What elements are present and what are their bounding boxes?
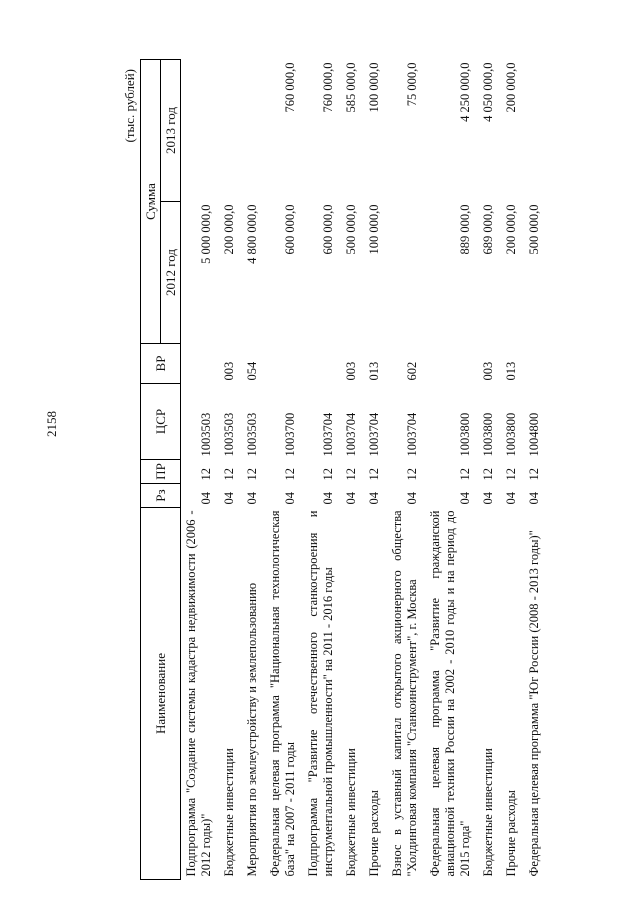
row-csr: 1003704 — [405, 412, 419, 457]
row-name: Федеральная целевая программа "Юг России (2008 - 2013 годы)" — [527, 530, 541, 877]
row-vr — [265, 344, 303, 384]
row-name: Прочие расходы — [367, 790, 381, 877]
row-pr: 12 — [458, 468, 472, 481]
budget-table — [140, 59, 547, 880]
row-2012: 4 800 000,0 — [245, 204, 259, 264]
row-2012 — [387, 202, 425, 344]
row-pr: 12 — [321, 468, 335, 481]
row-rz: 04 — [504, 492, 518, 505]
header-2012: 2012 год — [161, 202, 181, 344]
header-csr: ЦСР — [141, 384, 181, 460]
table-row — [501, 60, 524, 880]
row-2012: 500 000,0 — [344, 204, 358, 255]
row-name: Федеральная целевая программа "Развитие гражданской авиационной техники России на 2002 - 2010 годы и на период до 2015 года" — [428, 510, 472, 877]
row-2012: 200 000,0 — [504, 204, 518, 255]
row-pr: 12 — [527, 468, 541, 481]
row-csr: 1003704 — [344, 412, 358, 457]
row-2012: 689 000,0 — [481, 204, 495, 255]
table-row — [478, 60, 501, 880]
units-label: (тыс. рублей) — [122, 69, 137, 143]
row-2012: 5 000 000,0 — [199, 204, 213, 264]
row-csr: 1003503 — [245, 412, 259, 457]
row-2013 — [524, 60, 547, 202]
row-name: Прочие расходы — [504, 790, 518, 877]
table-row — [341, 60, 364, 880]
row-2012: 600 000,0 — [283, 204, 297, 255]
row-rz: 04 — [222, 492, 236, 505]
row-name: Бюджетные инвестиции — [344, 748, 358, 877]
row-name: Федеральная целевая программа "Национальная технологическая база" на 2007 - 2011 годы — [268, 510, 297, 877]
table-row — [303, 60, 341, 880]
table-row — [387, 60, 425, 880]
header-rz: Рз — [141, 484, 181, 508]
row-vr — [181, 344, 220, 384]
row-2012: 889 000,0 — [458, 204, 472, 255]
row-name: Бюджетные инвестиции — [481, 748, 495, 877]
row-2013: 4 050 000,0 — [481, 62, 495, 122]
row-vr — [524, 344, 547, 384]
row-vr: 003 — [222, 361, 236, 381]
row-2012: 100 000,0 — [367, 204, 381, 255]
row-rz: 04 — [199, 492, 213, 505]
table-row — [219, 60, 242, 880]
row-2013: 100 000,0 — [367, 62, 381, 113]
table-row — [524, 60, 547, 880]
row-rz: 04 — [481, 492, 495, 505]
row-csr: 1003800 — [481, 412, 495, 457]
row-rz: 04 — [321, 492, 335, 505]
row-rz: 04 — [458, 492, 472, 505]
row-name: Взнос в уставный капитал открытого акционерного общества "Холдинговая компания "Станкоинструмент", г. Москва — [390, 510, 419, 877]
row-csr: 1003704 — [321, 412, 335, 457]
row-csr: 1003700 — [283, 412, 297, 457]
row-vr: 003 — [481, 361, 495, 381]
row-vr: 054 — [245, 361, 259, 381]
row-2013: 200 000,0 — [504, 62, 518, 113]
row-vr: 013 — [504, 361, 518, 381]
row-csr: 1003800 — [458, 412, 472, 457]
row-2012: 600 000,0 — [321, 204, 335, 255]
header-pr: ПР — [141, 460, 181, 484]
row-2013 — [219, 60, 242, 202]
row-rz: 04 — [283, 492, 297, 505]
header-name: Наименование — [141, 508, 181, 880]
row-rz: 04 — [245, 492, 259, 505]
row-pr: 12 — [199, 468, 213, 481]
row-2012: 200 000,0 — [222, 204, 236, 255]
row-2013 — [242, 60, 265, 202]
row-rz: 04 — [527, 492, 541, 505]
row-rz: 04 — [344, 492, 358, 505]
table-row — [181, 60, 220, 880]
row-rz: 04 — [367, 492, 381, 505]
table-row — [242, 60, 265, 880]
row-csr: 1003704 — [367, 412, 381, 457]
row-2013: 4 250 000,0 — [458, 62, 472, 122]
row-2012: 500 000,0 — [527, 204, 541, 255]
rotated-page — [118, 55, 541, 880]
row-2013: 75 000,0 — [405, 62, 419, 107]
header-sum: Сумма — [141, 60, 161, 344]
table-body — [181, 60, 548, 880]
row-pr: 12 — [367, 468, 381, 481]
row-vr — [303, 344, 341, 384]
row-2013 — [181, 60, 220, 202]
row-name: Подпрограмма "Развитие отечественного станкостроения и инструментальной промышленности" на 2011 - 2016 годы — [306, 510, 335, 877]
row-pr: 12 — [405, 468, 419, 481]
row-vr: 013 — [367, 361, 381, 381]
header-2013: 2013 год — [161, 60, 181, 202]
row-name: Мероприятия по землеустройству и землепользованию — [245, 582, 259, 877]
table-row — [425, 60, 478, 880]
row-rz: 04 — [405, 492, 419, 505]
row-pr: 12 — [344, 468, 358, 481]
row-vr: 003 — [344, 361, 358, 381]
table-row — [265, 60, 303, 880]
row-pr: 12 — [481, 468, 495, 481]
header-vr: ВР — [141, 344, 181, 384]
row-csr: 1003800 — [504, 412, 518, 457]
row-csr: 1003503 — [199, 412, 213, 457]
row-pr: 12 — [504, 468, 518, 481]
row-pr: 12 — [283, 468, 297, 481]
row-pr: 12 — [222, 468, 236, 481]
row-vr: 602 — [405, 361, 419, 381]
row-name: Подпрограмма "Создание системы кадастра недвижимости (2006 - 2012 годы)" — [184, 510, 213, 877]
page-number: 2158 — [44, 411, 59, 437]
row-csr: 1004800 — [527, 412, 541, 457]
table-row — [364, 60, 387, 880]
row-2013: 585 000,0 — [344, 62, 358, 113]
row-csr: 1003503 — [222, 412, 236, 457]
row-name: Бюджетные инвестиции — [222, 748, 236, 877]
row-2013: 760 000,0 — [321, 62, 335, 113]
row-pr: 12 — [245, 468, 259, 481]
row-vr — [425, 344, 478, 384]
row-2013: 760 000,0 — [283, 62, 297, 113]
